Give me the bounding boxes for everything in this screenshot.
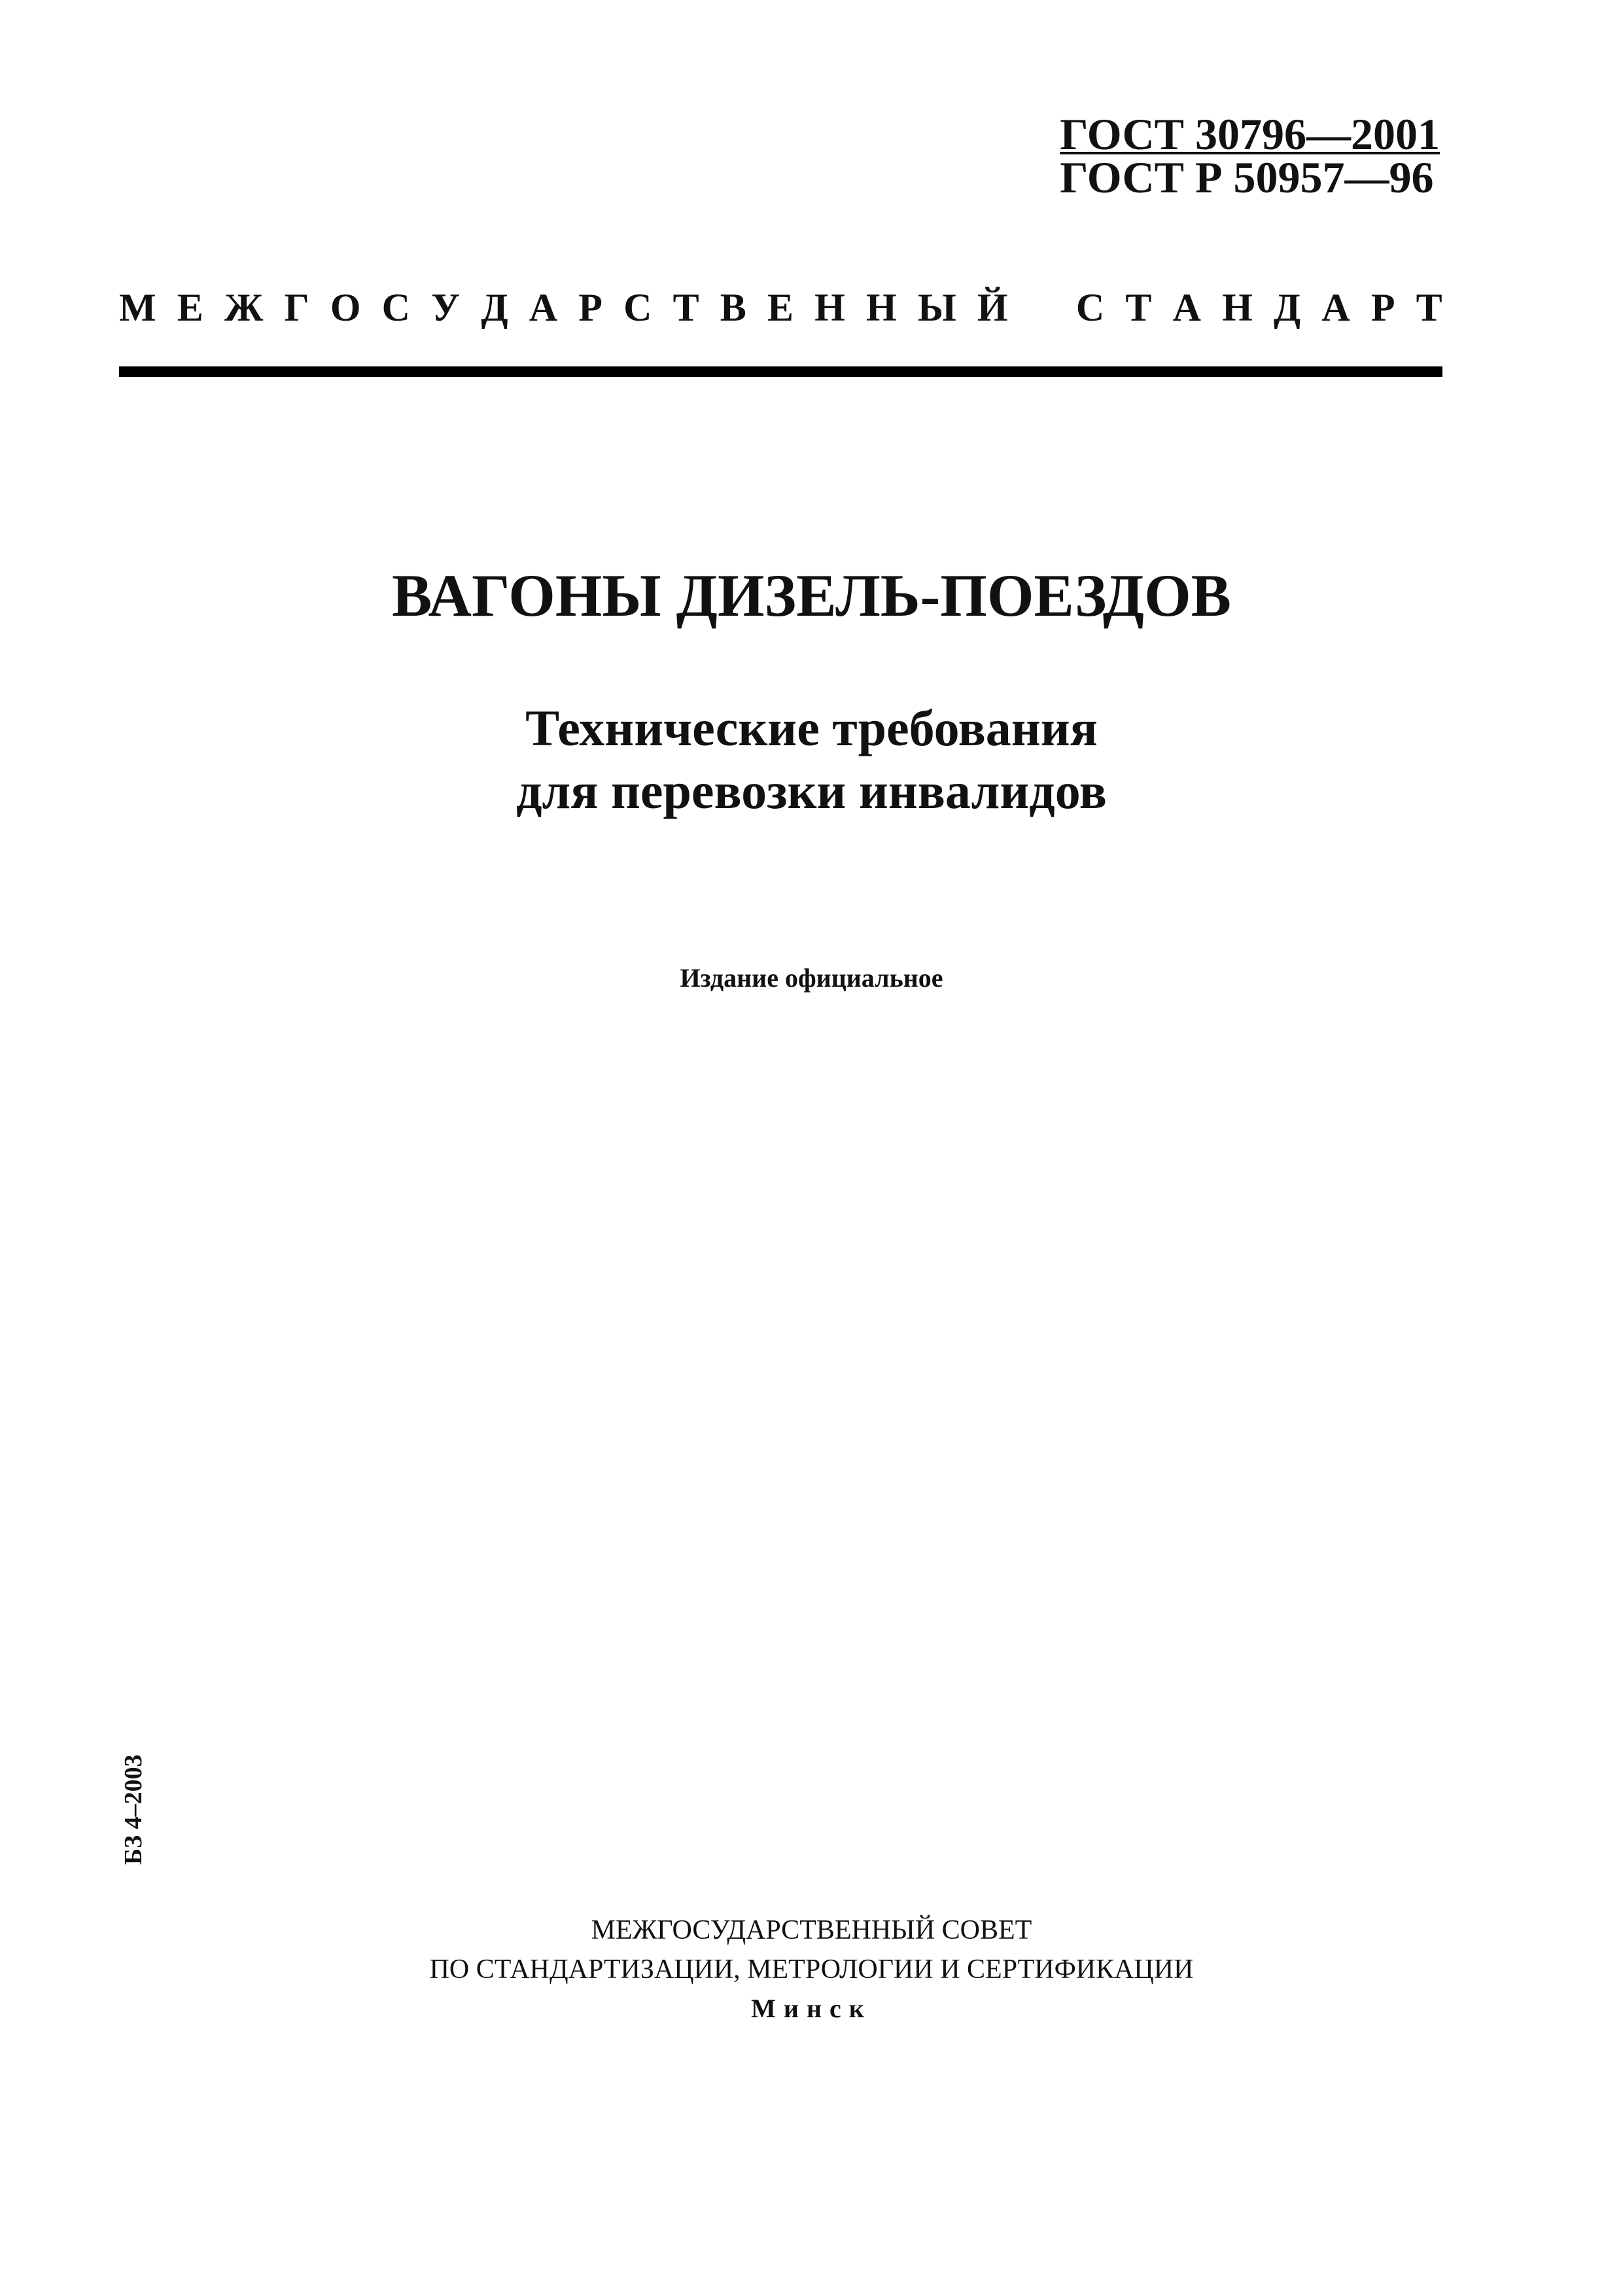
- category-letter: Д: [1273, 286, 1301, 329]
- word-gap: [1029, 281, 1055, 334]
- category-letter: Е: [767, 286, 794, 329]
- publisher-city: Минск: [751, 1994, 872, 2023]
- category-letter: Й: [977, 286, 1008, 329]
- publisher-line: ПО СТАНДАРТИЗАЦИИ, МЕТРОЛОГИИ И СЕРТИФИКАЦИИ: [429, 1954, 1194, 1985]
- category-letter: У: [431, 286, 461, 329]
- category-letter: А: [529, 286, 558, 329]
- edition-label: Издание официальное: [680, 963, 943, 993]
- side-catalog-code: БЗ 4–2003: [120, 1754, 147, 1865]
- category-letter: Т: [1125, 286, 1152, 329]
- publisher-line: МЕЖГОСУДАРСТВЕННЫЙ СОВЕТ: [591, 1915, 1032, 1945]
- gost-primary-code: ГОСТ 30796—2001: [1060, 109, 1440, 159]
- subtitle-line: для перевозки инвалидов: [516, 762, 1107, 819]
- category-letter: С: [1075, 286, 1105, 329]
- subtitle-line: Технические требования: [525, 699, 1098, 756]
- gost-designation-block: [1060, 109, 1440, 202]
- category-letter: Р: [578, 286, 602, 329]
- category-letter: Н: [814, 286, 845, 329]
- category-letter: М: [119, 286, 156, 329]
- category-letter: Е: [177, 286, 203, 329]
- category-letter: Г: [284, 286, 309, 329]
- category-letter: Н: [1222, 286, 1253, 329]
- category-letter: А: [1321, 286, 1350, 329]
- category-letter: Н: [865, 286, 897, 329]
- category-letter: Ж: [224, 286, 264, 329]
- category-letter: А: [1172, 286, 1201, 329]
- category-letter: Ы: [917, 286, 956, 329]
- category-letter: Р: [1370, 286, 1395, 329]
- publisher-block: [0, 1911, 1623, 2028]
- standard-category-heading: [119, 281, 1442, 334]
- category-letter: Т: [1416, 286, 1442, 329]
- category-letter: С: [381, 286, 410, 329]
- category-letter: С: [623, 286, 652, 329]
- category-letter: Д: [481, 286, 508, 329]
- category-letter: О: [330, 286, 361, 329]
- category-letter: Т: [672, 286, 699, 329]
- document-subtitle: [0, 697, 1623, 822]
- category-letter: В: [720, 286, 746, 329]
- gost-secondary-code: ГОСТ Р 50957—96: [1060, 152, 1434, 202]
- document-title: ВАГОНЫ ДИЗЕЛЬ-ПОЕЗДОВ: [391, 562, 1232, 629]
- heading-divider: [119, 366, 1442, 377]
